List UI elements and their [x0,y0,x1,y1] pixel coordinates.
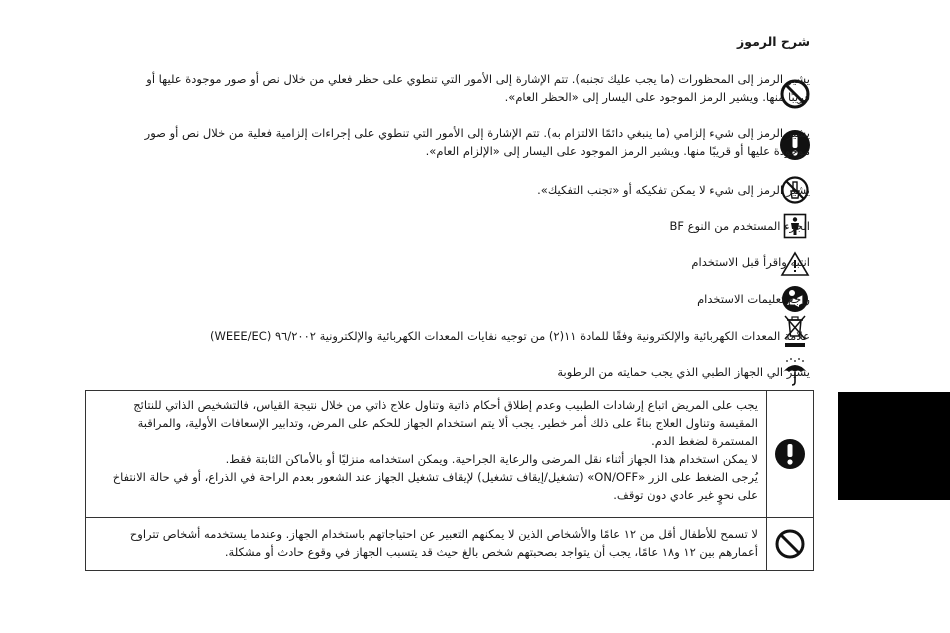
prohibition-icon [766,518,813,570]
notice-paragraph: يجب على المريض اتباع إرشادات الطبيب وعدم إطلاق أحكام ذاتية وتناول علاج ذاتي من خلال نتيجة القياس، فالتشخيص الذاتي للنتائج المقيسة وتناول العلاج بناءً على ذلك أمر خطير. يجب ألا يتم استخدام الجهاز للحكم على المرض، وتدابير الإسعافات الأولية، والمراقبة المستمرة لضغط الدم. [133,398,758,448]
notice-row-prohibition [86,518,813,570]
symbol-description: راجع تعليمات الاستخدام [697,292,810,306]
notice-text [96,525,758,561]
section-heading: شرح الرموز [737,34,810,49]
symbol-description: يشير الرمز إلى شيء إلزامي (ما ينبغي دائمًا الالتزام به). تتم الإشارة إلى الأمور التي تنطوي على إجراءات إلزامية فعلية من خلال نص أو صور موجودة عليها أو قريبًا منها. ويشير الرمز الموجود على اليسار إلى «الإلزام العام». [144,126,810,158]
symbol-description: يشير الي الجهاز الطبي الذي يجب حمايته من الرطوبة [557,365,810,379]
symbol-description: يشير الرمز إلى شيء لا يمكن تفكيكه أو «تجنب التفكيك». [537,183,810,197]
safety-notice-table [85,390,814,571]
symbol-description: علامة المعدات الكهربائية والإلكترونية وفقًا للمادة ١١(٢) من توجيه نفايات المعدات الكهربائية والإلكترونية ٩٦/٢٠٠٢ (WEEE/EC) [209,329,810,343]
notice-paragraph: لا تسمح للأطفال أقل من ١٢ عامًا والأشخاص الذين لا يمكنهم التعبير عن احتياجاتهم باستخدام الجهاز. وعندما يستخدمه أشخاص تتراوح أعمارهم بين ١٢ و١٨ عامًا، يجب أن يتواجد بصحبتهم شخص بالغ حيث قد يتسبب الجهاز في وقوع حادث أو مشكلة. [129,527,758,559]
notice-row-mandatory [86,391,813,518]
symbol-description: يشير الرمز إلى المحظورات (ما يجب عليك تجنبه). تتم الإشارة إلى الأمور التي تنطوي على حظر فعلي من خلال نص أو صور موجودة عليها أو قريبًا منها. ويشير الرمز الموجود على اليسار إلى «الحظر العام». [146,72,810,104]
mandatory-icon [766,391,813,517]
symbol-description: انتبه واقرأ قبل الاستخدام [691,255,810,269]
symbol-description: الجزء المستخدم من النوع BF [669,219,810,233]
notice-text [96,396,758,504]
notice-paragraph: يُرجى الضغط على الزر «ON/OFF» (تشغيل/إيقاف تشغيل) لإيقاف تشغيل الجهاز عند الشعور بعدم الراحة في الذراع، أو في حالة الانتفاخ على نحوٍ غير عادي دون توقف. [112,470,758,502]
section-thumb-tab [838,392,950,500]
notice-paragraph: لا يمكن استخدام هذا الجهاز أثناء نقل المرضى والرعاية الجراحية. ويمكن استخدامه منزليًا أو بالأماكن الثابتة فقط. [225,452,758,466]
